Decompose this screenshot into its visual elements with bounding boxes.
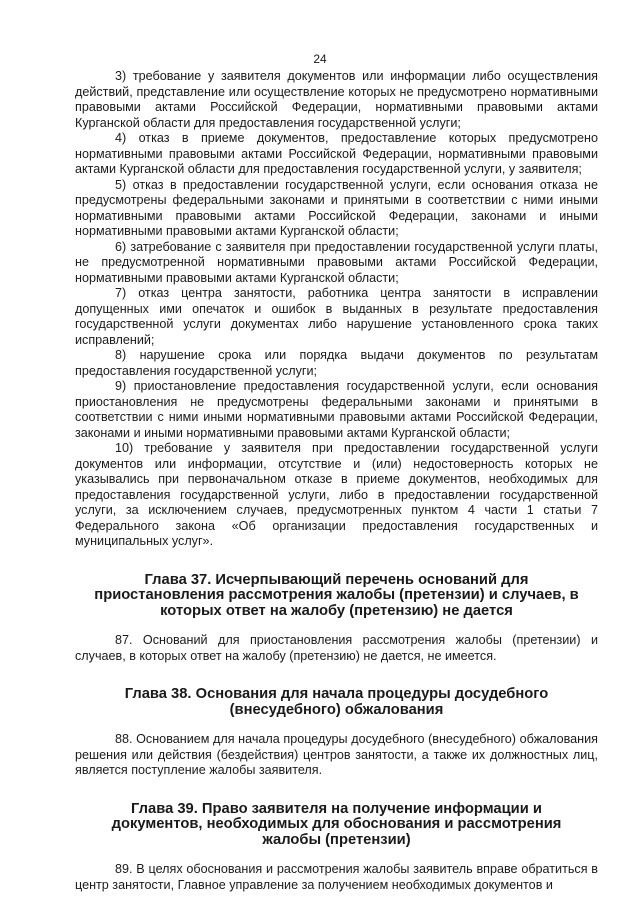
list-item-5: 5) отказ в предоставлении государственной услуги, если основания отказа не предусмотрены федеральными законами и принятыми в соответствии с ними иными нормативными правовыми актами Российской Федерации, законами и иными нормативными правовыми актами Курганской области; — [75, 177, 598, 238]
paragraph-88: 88. Основанием для начала процедуры досудебного (внесудебного) обжалования решения или действия (бездействия) центров занятости, а также их должностных лиц, является поступление жалобы заявителя. — [75, 732, 598, 777]
list-item-4: 4) отказ в приеме документов, предоставление которых предусмотрено нормативными правовыми актами Российской Федерации, нормативными правовыми актами Курганской области для предоставления государственной услуги, у заявителя; — [75, 131, 598, 176]
list-item-6: 6) затребование с заявителя при предоставлении государственной услуги платы, не предусмотренной нормативными правовыми актами Российской Федерации, нормативными правовыми актами Курганской области; — [75, 239, 598, 285]
list-item-8: 8) нарушение срока или порядка выдачи документов по результатам предоставления государственной услуги; — [75, 348, 598, 378]
list-item-3: 3) требование у заявителя документов или информации либо осуществления действий, представление или осуществление которых не предусмотрено нормативными правовыми актами Российской Федерации, нормативными правовыми актами Курганской области для предоставления государственной услуги; — [75, 69, 598, 130]
chapter-37-heading: Глава 37. Исчерпывающий перечень оснований для приостановления рассмотрения жалобы (претензии) и случаев, в которых ответ на жалобу (претензию) не дается — [94, 571, 579, 619]
list-item-9: 9) приостановление предоставления государственной услуги, если основания приостановления не предусмотрены федеральными законами и принятыми в соответствии с ними иными нормативными правовыми актами Российской Федерации, законами и иными нормативными правовыми актами Курганской области; — [75, 379, 598, 440]
list-item-10: 10) требование у заявителя при предоставлении государственной услуги документов или информации, отсутствие и (или) недостоверность которых не указывались при первоначальном отказе в приеме документов, необходимых для предоставления государственной услуги, либо в предоставлении государственной услуги, за исключением случаев, предусмотренных пунктом 4 части 1 статьи 7 Федерального закона «Об организации предоставления государственных и муниципальных услуг». — [75, 441, 598, 548]
document-body — [75, 69, 598, 893]
paragraph-89: 89. В целях обоснования и рассмотрения жалобы заявитель вправе обратиться в центр занятости, Главное управление за получением необходимых документов и — [75, 862, 598, 892]
chapter-39-heading: Глава 39. Право заявителя на получение информации и документов, необходимых для обоснования и рассмотрения жалобы (претензии) — [111, 800, 562, 848]
list-item-7: 7) отказ центра занятости, работника центра занятости в исправлении допущенных ими опечаток и ошибок в выданных в результате предоставления государственной услуги документах либо нарушение установленного срока таких исправлений; — [75, 286, 598, 347]
paragraph-87: 87. Оснований для приостановления рассмотрения жалобы (претензии) и случаев, в которых ответ на жалобу (претензию) не дается, не имеется. — [75, 633, 598, 663]
chapter-38-heading: Глава 38. Основания для начала процедуры досудебного (внесудебного) обжалования — [124, 686, 549, 718]
page-number: 24 — [313, 52, 327, 66]
